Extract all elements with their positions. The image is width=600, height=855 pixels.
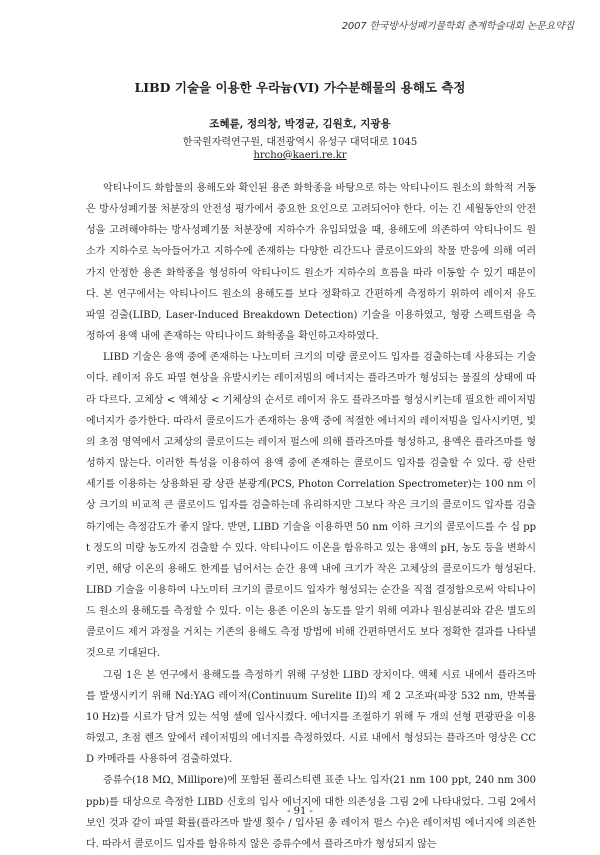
paragraph-4: 증류수(18 MΩ, Millipore)에 포함된 폴리스티렌 표준 나노 입자(21 nm 100 ppt, 240 nm 300 ppb)를 대상으로 측정한 LIBD 신호의 입사 에너지에 대한 의존성을 그림 2에 나타내었다. 그림 2에서 보인 것과 같이 파열 확률(플라즈마 발생 횟수 / 입사된 총 레이저 펄스 수)은 레이저빔 에너지에 의존한다. 따라서 콜로이드 입자를 함유하지 않은 증류수에서 플라즈마가 형성되지 않는 [86,775,536,850]
paragraph-2: LIBD 기술은 용액 중에 존재하는 나노미터 크기의 미량 콜로이드 입자를 검출하는데 사용되는 기술이다. 레이저 유도 파열 현상을 유발시키는 레이저빔의 에너지는 플라즈마가 형성되는 물질의 상태에 따라 다르다. 고체상 < 액체상 < 기체상의 순서로 레이저 유도 플라즈마를 형성시키는데 필요한 레이저빔 에너지가 증가한다. 따라서 콜로이드가 존재하는 용액 중에 적절한 에너지의 레이저빔을 입사시키면, 빛의 초점 영역에서 고체상의 콜로이드는 레이저 펄스에 의해 플라즈마를 형성하고, 용액은 플라즈마를 형성하지 않는다. 이러한 특성을 이용하여 용액 중에 존재하는 콜로이드 입자를 검출할 수 있다. 광 산란 세기를 이용하는 상용화된 광 상관 분광계(PCS, Photon Correlation Spectrometer)는 100 nm 이상 크기의 비교적 큰 콜로이드 입자를 검출하는데 유리하지만 그보다 작은 크기의 콜로이드 입자를 검출하기에는 측정감도가 좋지 않다. 반면, LIBD 기술을 이용하면 50 nm 이하 크기의 콜로이드를 수 십 ppt 정도의 미량 농도까지 검출할 수 있다. 악티나이드 이온을 함유하고 있는 용액의 pH, 농도 등을 변화시키면, 해당 이온의 용해도 한계를 넘어서는 순간 용액 내에 크기가 작은 고체상의 콜로이드가 형성된다. LIBD 기술을 이용하여 나노미터 크기의 콜로이드 입자가 형성되는 순간을 직접 결정함으로써 악티나이드 원소의 용해도를 측정할 수 있다. 이는 용존 이온의 농도를 알기 위해 여과나 원심분리와 같은 별도의 콜로이드 제거 과정을 거치는 기존의 용해도 측정 방법에 비해 간편하면서도 보다 정확한 결과를 나타낼 것으로 기대된다. [86,352,536,660]
running-header: 2007 한국방사성폐기물학회 춘계학술대회 논문요약집 [341,21,574,32]
paragraph-3: 그림 1은 본 연구에서 용해도를 측정하기 위해 구성한 LIBD 장치이다. 액체 시료 내에서 플라즈마를 발생시키기 위해 Nd:YAG 레이저(Continuum Surelite II)의 제 2 고조파(파장 532 nm, 반복률 10 Hz)를 시료가 담겨 있는 석영 셀에 입사시켰다. 에너지를 조절하기 위해 두 개의 선형 편광판을 이용하였고, 초점 렌즈 앞에서 레이저빔의 에너지를 측정하였다. 시료 내에서 형성되는 플라즈마 영상은 CCD 카메라를 사용하여 검출하였다. [86,669,536,766]
affiliation: 한국원자력연구원, 대전광역시 유성구 대덕대로 1045 [182,137,418,148]
paper-title: LIBD 기술을 이용한 우라늄(VI) 가수분해물의 용해도 측정 [134,80,466,95]
email-line [0,150,600,161]
author-list: 조혜륜, 정의창, 박경균, 김원호, 지광용 [209,118,391,130]
email-link[interactable]: hrcho@kaeri.re.kr [253,150,347,161]
page-number: - 91 - [287,806,313,817]
body-text [86,178,536,855]
paragraph-1: 악티나이드 화합물의 용해도와 확인된 용존 화학종을 바탕으로 하는 악티나이드 원소의 화학적 거동은 방사성폐기물 처분장의 안전성 평가에서 중요한 요인으로 고려되어야 한다. 이는 긴 세월동안의 안전성을 고려해야하는 방사성폐기물 처분장에 지하수가 유입되었을 때, 용해도에 의존하여 악티나이드 원소가 지하수로 녹아들어가고 지하수에 존재하는 다양한 리간드나 콜로이드와의 착물 반응에 의해 여러 가지 안정한 용존 화학종을 형성하여 악티나이드 원소가 지하수의 흐름을 따라 이동할 수 있기 때문이다. 본 연구에서는 악티나이드 원소의 용해도를 보다 정확하고 간편하게 측정하기 위하여 레이저 유도 파열 검출(LIBD, Laser-Induced Breakdown Detection) 기술을 이용하였고, 형광 스펙트럼을 측정하여 용액 내에 존재하는 악티나이드 화학종을 확인하고자하였다. [86,183,536,343]
